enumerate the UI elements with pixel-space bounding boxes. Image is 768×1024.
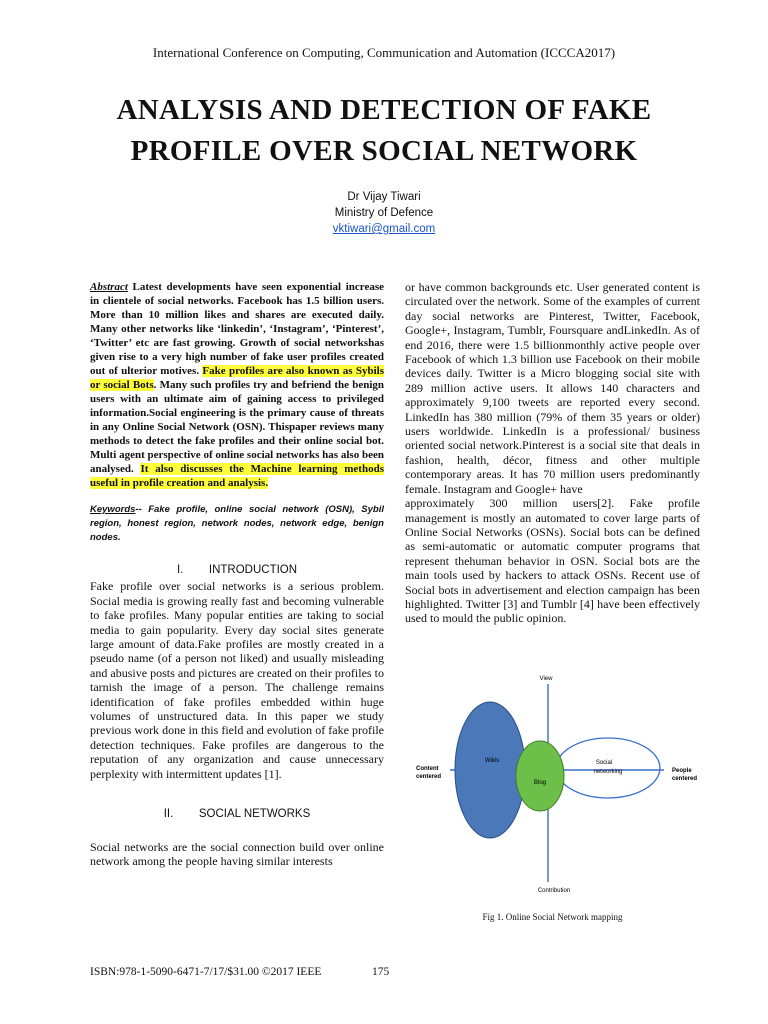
social-networking-ellipse — [556, 738, 660, 798]
label-social-networking-2: networking — [593, 769, 623, 775]
figure-social-network-mapping — [408, 672, 708, 898]
label-people-centered-2: centered — [672, 776, 698, 782]
label-blog: Blog — [533, 780, 547, 786]
keywords — [90, 503, 384, 545]
abstract-highlight-2: It also discusses the Machine learning methods useful in profile creation and analysis. — [90, 463, 384, 489]
author-email-link[interactable]: vktiwari@gmail.com — [332, 223, 436, 235]
footer-isbn: ISBN:978-1-5090-6471-7/17/$31.00 ©2017 IEEE — [90, 966, 322, 978]
abstract-text-2: . Many such profiles try and befriend the benign users with an ultimate aim of gaining access to privileged information.Social engineering is the primary cause of threats in any Online Social Network (OSN). Thispaper reviews many methods to detect the fake profiles and their online social bot. Multi agent perspective of online social networks has also been analysed. — [90, 379, 384, 475]
page-number: 175 — [372, 966, 390, 978]
social-networks-text: Social networks are the social connection build over online network among the people having similar interests — [90, 839, 384, 868]
introduction-text: Fake profile over social networks is a serious problem. Social media is growing really fast and becoming vulnerable to fake profiles. Many popular entities are taking to social media to gain popularity. Every day social sites generate large amount of data.Fake profiles are mostly created in a pseudo name (of a person not liked) and usually misleading and abusive posts and pictures are created on their profiles to tarnish the image of a person. The challenge remains identification of fake profiles embedded within huge volumes of unstructured data. In this paper we study previous work done in this field and evolution of fake profile detection techniques. Fake profiles are dangerous to the reputation of any organization and cause unnecessary perplexity with intermittent updates [1]. — [90, 579, 384, 781]
conference-header: International Conference on Computing, Communication and Automation (ICCCA2017) — [152, 45, 616, 60]
wikis-ellipse — [455, 702, 525, 838]
right-column — [405, 280, 700, 626]
label-wikis: Wikis — [484, 758, 500, 764]
keywords-text: -- Fake profile, online social network (OSN), Sybil region, honest region, network nodes, network edge, benign nodes. — [90, 504, 384, 543]
abstract-highlight-1: Fake profiles are also known as Sybils or social Bots — [90, 365, 384, 391]
section-heading-social-networks: II. SOCIAL NETWORKS — [163, 808, 311, 821]
label-people-centered-1: People — [672, 768, 692, 774]
author-affiliation: Ministry of Defence — [334, 207, 434, 219]
blog-ellipse — [516, 741, 564, 811]
paper-title — [60, 90, 708, 172]
section-heading-introduction: I. INTRODUCTION — [176, 564, 298, 576]
title-line-2: PROFILE OVER SOCIAL NETWORK — [130, 135, 638, 167]
label-social-networking-1: Social — [595, 760, 613, 766]
right-paragraph-2: approximately 300 million users[2]. Fake profile management is mostly an automated to cover large parts of Online Social Networks (OSNs). Social bots can be defined as semi-automatic or automatic computer programs that represent thehuman behavior in OSN. Social bots are the main tools used by hackers to attack OSNs. Recent use of Social bots in advertisement and election campaign has been highlighted. Twitter [3] and Tumblr [4] have been effectively used to mould the public opinion. — [405, 496, 700, 626]
title-line-1: ANALYSIS AND DETECTION OF FAKE — [116, 94, 652, 126]
figure-caption: Fig 1. Online Social Network mapping — [482, 912, 623, 922]
right-paragraph-1: or have common backgrounds etc. User generated content is circulated over the network. Some of the examples of current day social networks are Pinterest, Twitter, Facebook, Google+, Instagram, Tumblr, Foursquare andLinkedIn. As of end 2016, there were 1.5 billionmonthly active people over Facebook of which 1.3 billion use Facebook on their mobile devices daily. Twitter is a Micro blogging social site with 289 million active users. It allows 140 characters and approximately 9,100 tweets are reported every second. LinkedIn has 380 million (79% of them 35 years or older) users worldwide. LinkedIn is a professional/ business oriented social network.Pinterest is a social site that deals in fashion, health, décor, fitness and other multiple contemporary areas. It has 70 million users predominantly female. Instagram and Google+ have — [405, 280, 700, 496]
label-content-centered-1: Content — [416, 766, 439, 772]
keywords-label: Keywords — [90, 504, 136, 515]
label-content-centered-2: centered — [416, 774, 442, 780]
left-column — [90, 280, 384, 868]
abstract — [90, 280, 384, 490]
abstract-label: Abstract — [90, 281, 128, 293]
author-name: Dr Vijay Tiwari — [347, 191, 421, 203]
label-contribution: Contribution — [537, 888, 571, 894]
abstract-text-1: Latest developments have seen exponential increase in clientele of social networks. Facebook has 1.5 billion users. More than 10 million likes and shares are executed daily. Many other networks like ‘linkedin’, ‘Instagram’, ‘Pinterest’, ‘Twitter’ etc are fast growing. Growth of social networkshas given rise to a very high number of fake user profiles created out of ulterior motives. — [90, 281, 384, 377]
label-view: View — [539, 676, 553, 682]
